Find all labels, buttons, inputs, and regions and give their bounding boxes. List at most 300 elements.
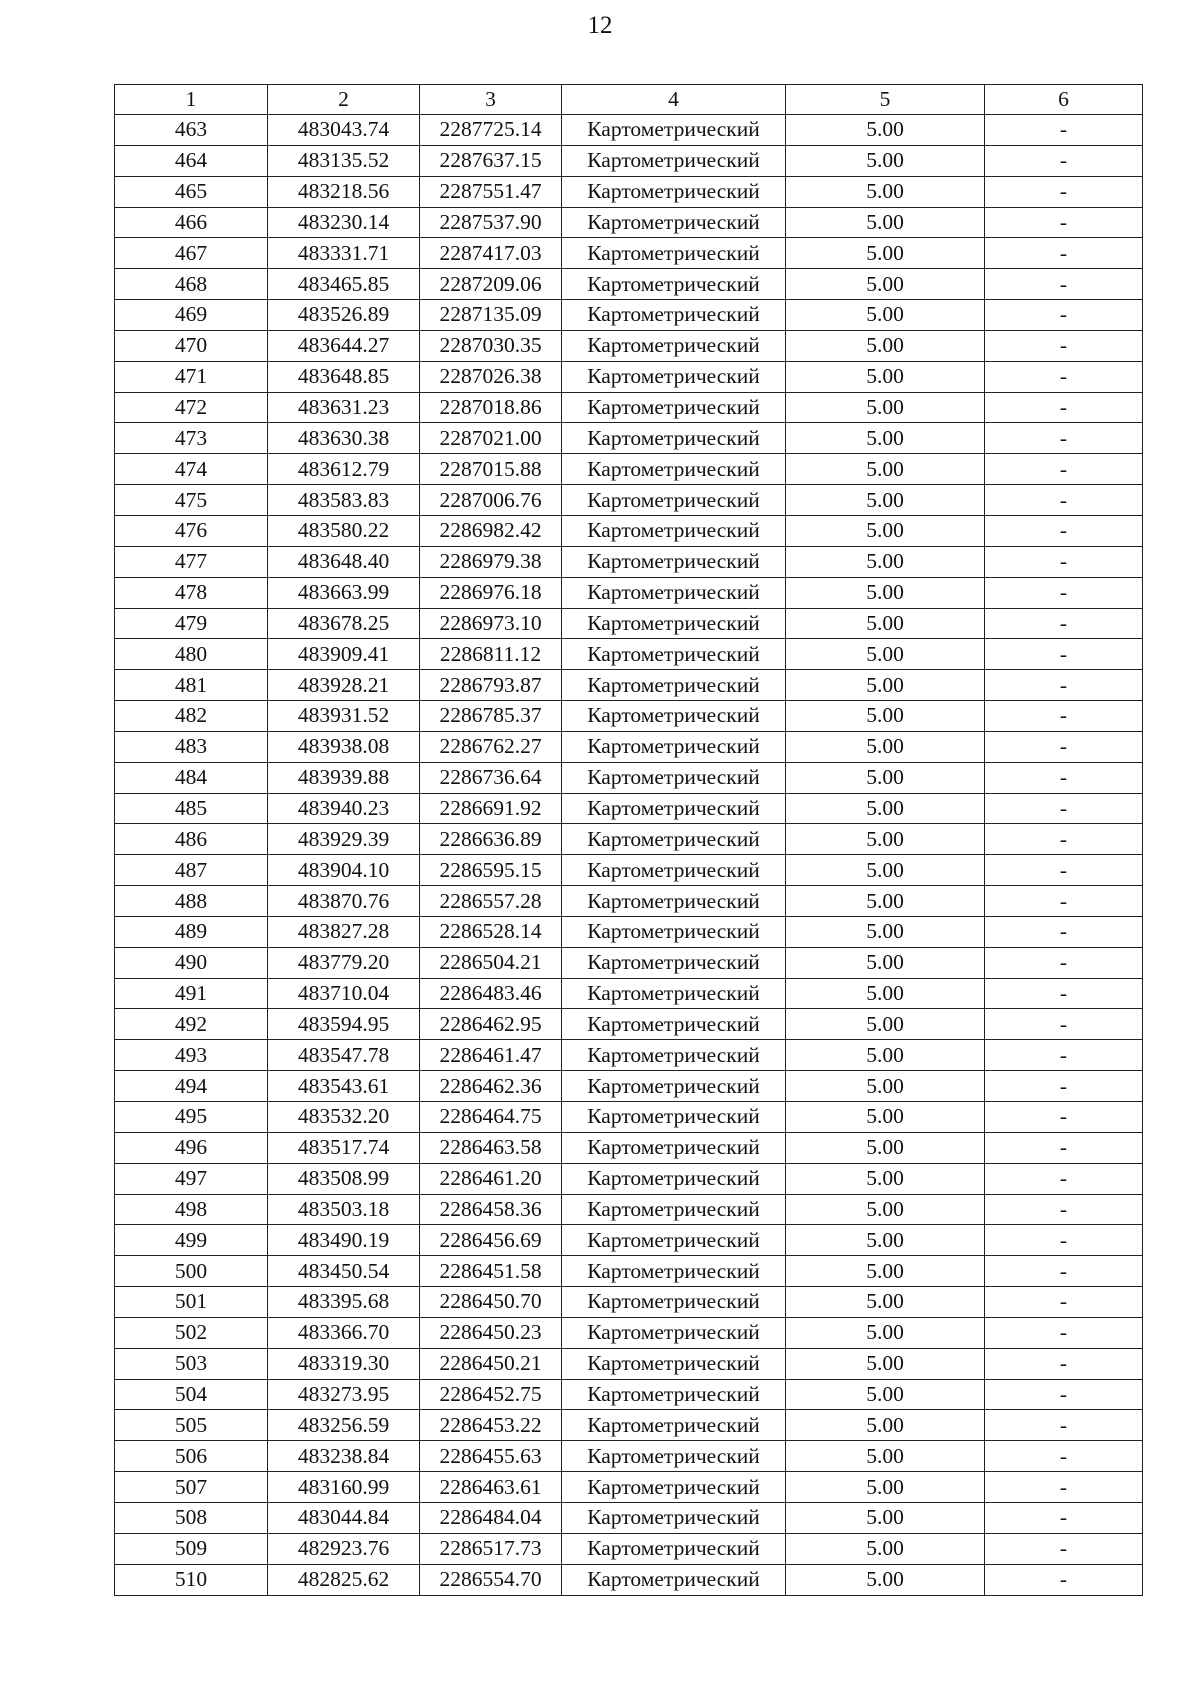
table-row [115, 1410, 1143, 1441]
accuracy-cell: 5.00 [786, 1071, 985, 1102]
accuracy-cell: 5.00 [786, 145, 985, 176]
note-cell: - [985, 546, 1143, 577]
point-number-cell: 476 [115, 515, 268, 546]
note-cell: - [985, 1472, 1143, 1503]
point-number-cell: 467 [115, 238, 268, 269]
note-cell: - [985, 207, 1143, 238]
table-row [115, 330, 1143, 361]
y-coordinate-cell: 2286595.15 [420, 855, 562, 886]
x-coordinate-cell: 483395.68 [268, 1287, 420, 1318]
column-header: 3 [420, 85, 562, 115]
y-coordinate-cell: 2287637.15 [420, 145, 562, 176]
x-coordinate-cell: 483940.23 [268, 793, 420, 824]
table-row [115, 608, 1143, 639]
y-coordinate-cell: 2287725.14 [420, 115, 562, 146]
note-cell: - [985, 485, 1143, 516]
x-coordinate-cell: 483547.78 [268, 1040, 420, 1071]
x-coordinate-cell: 483594.95 [268, 1009, 420, 1040]
y-coordinate-cell: 2286462.95 [420, 1009, 562, 1040]
column-header: 2 [268, 85, 420, 115]
point-number-cell: 479 [115, 608, 268, 639]
method-cell: Картометрический [562, 1564, 786, 1595]
y-coordinate-cell: 2286461.47 [420, 1040, 562, 1071]
point-number-cell: 489 [115, 916, 268, 947]
note-cell: - [985, 330, 1143, 361]
accuracy-cell: 5.00 [786, 1287, 985, 1318]
method-cell: Картометрический [562, 855, 786, 886]
table-row [115, 1533, 1143, 1564]
method-cell: Картометрический [562, 300, 786, 331]
accuracy-cell: 5.00 [786, 978, 985, 1009]
method-cell: Картометрический [562, 454, 786, 485]
table-row [115, 1071, 1143, 1102]
note-cell: - [985, 1132, 1143, 1163]
method-cell: Картометрический [562, 793, 786, 824]
table-row [115, 762, 1143, 793]
y-coordinate-cell: 2287209.06 [420, 269, 562, 300]
note-cell: - [985, 916, 1143, 947]
point-number-cell: 477 [115, 546, 268, 577]
method-cell: Картометрический [562, 916, 786, 947]
table-row [115, 793, 1143, 824]
y-coordinate-cell: 2286517.73 [420, 1533, 562, 1564]
table-row [115, 423, 1143, 454]
note-cell: - [985, 145, 1143, 176]
y-coordinate-cell: 2286636.89 [420, 824, 562, 855]
x-coordinate-cell: 483135.52 [268, 145, 420, 176]
method-cell: Картометрический [562, 1225, 786, 1256]
y-coordinate-cell: 2286762.27 [420, 731, 562, 762]
y-coordinate-cell: 2286451.58 [420, 1256, 562, 1287]
y-coordinate-cell: 2286455.63 [420, 1441, 562, 1472]
y-coordinate-cell: 2286484.04 [420, 1502, 562, 1533]
accuracy-cell: 5.00 [786, 1194, 985, 1225]
note-cell: - [985, 1502, 1143, 1533]
table-row [115, 546, 1143, 577]
point-number-cell: 510 [115, 1564, 268, 1595]
y-coordinate-cell: 2286504.21 [420, 947, 562, 978]
accuracy-cell: 5.00 [786, 1410, 985, 1441]
y-coordinate-cell: 2286458.36 [420, 1194, 562, 1225]
point-number-cell: 505 [115, 1410, 268, 1441]
y-coordinate-cell: 2287026.38 [420, 361, 562, 392]
column-header: 5 [786, 85, 985, 115]
y-coordinate-cell: 2286973.10 [420, 608, 562, 639]
y-coordinate-cell: 2287015.88 [420, 454, 562, 485]
point-number-cell: 475 [115, 485, 268, 516]
point-number-cell: 509 [115, 1533, 268, 1564]
x-coordinate-cell: 483631.23 [268, 392, 420, 423]
point-number-cell: 465 [115, 176, 268, 207]
y-coordinate-cell: 2286463.58 [420, 1132, 562, 1163]
x-coordinate-cell: 483366.70 [268, 1317, 420, 1348]
method-cell: Картометрический [562, 762, 786, 793]
x-coordinate-cell: 483663.99 [268, 577, 420, 608]
note-cell: - [985, 1040, 1143, 1071]
y-coordinate-cell: 2287021.00 [420, 423, 562, 454]
point-number-cell: 478 [115, 577, 268, 608]
note-cell: - [985, 1071, 1143, 1102]
note-cell: - [985, 608, 1143, 639]
table-row [115, 1256, 1143, 1287]
note-cell: - [985, 793, 1143, 824]
accuracy-cell: 5.00 [786, 793, 985, 824]
x-coordinate-cell: 483218.56 [268, 176, 420, 207]
note-cell: - [985, 392, 1143, 423]
table-row [115, 1040, 1143, 1071]
note-cell: - [985, 176, 1143, 207]
table-row [115, 207, 1143, 238]
method-cell: Картометрический [562, 670, 786, 701]
accuracy-cell: 5.00 [786, 1040, 985, 1071]
y-coordinate-cell: 2286793.87 [420, 670, 562, 701]
note-cell: - [985, 762, 1143, 793]
x-coordinate-cell: 483256.59 [268, 1410, 420, 1441]
note-cell: - [985, 731, 1143, 762]
column-header: 4 [562, 85, 786, 115]
y-coordinate-cell: 2286463.61 [420, 1472, 562, 1503]
method-cell: Картометрический [562, 1132, 786, 1163]
point-number-cell: 501 [115, 1287, 268, 1318]
accuracy-cell: 5.00 [786, 1348, 985, 1379]
method-cell: Картометрический [562, 1379, 786, 1410]
point-number-cell: 469 [115, 300, 268, 331]
accuracy-cell: 5.00 [786, 300, 985, 331]
table-row [115, 1379, 1143, 1410]
table-row [115, 176, 1143, 207]
point-number-cell: 484 [115, 762, 268, 793]
point-number-cell: 466 [115, 207, 268, 238]
x-coordinate-cell: 483044.84 [268, 1502, 420, 1533]
method-cell: Картометрический [562, 731, 786, 762]
note-cell: - [985, 1317, 1143, 1348]
point-number-cell: 497 [115, 1163, 268, 1194]
accuracy-cell: 5.00 [786, 330, 985, 361]
accuracy-cell: 5.00 [786, 608, 985, 639]
x-coordinate-cell: 483160.99 [268, 1472, 420, 1503]
table-row [115, 1441, 1143, 1472]
method-cell: Картометрический [562, 207, 786, 238]
x-coordinate-cell: 483580.22 [268, 515, 420, 546]
x-coordinate-cell: 483450.54 [268, 1256, 420, 1287]
point-number-cell: 492 [115, 1009, 268, 1040]
table-row [115, 485, 1143, 516]
accuracy-cell: 5.00 [786, 947, 985, 978]
accuracy-cell: 5.00 [786, 546, 985, 577]
y-coordinate-cell: 2286979.38 [420, 546, 562, 577]
note-cell: - [985, 1441, 1143, 1472]
table-row [115, 1163, 1143, 1194]
x-coordinate-cell: 483043.74 [268, 115, 420, 146]
point-number-cell: 491 [115, 978, 268, 1009]
table-row [115, 1102, 1143, 1133]
method-cell: Картометрический [562, 546, 786, 577]
x-coordinate-cell: 483928.21 [268, 670, 420, 701]
method-cell: Картометрический [562, 269, 786, 300]
table-row [115, 1132, 1143, 1163]
point-number-cell: 483 [115, 731, 268, 762]
x-coordinate-cell: 483630.38 [268, 423, 420, 454]
table-row [115, 1194, 1143, 1225]
method-cell: Картометрический [562, 1317, 786, 1348]
table-row [115, 824, 1143, 855]
note-cell: - [985, 1410, 1143, 1441]
x-coordinate-cell: 483931.52 [268, 701, 420, 732]
method-cell: Картометрический [562, 947, 786, 978]
table-row [115, 1348, 1143, 1379]
point-number-cell: 471 [115, 361, 268, 392]
method-cell: Картометрический [562, 115, 786, 146]
accuracy-cell: 5.00 [786, 1225, 985, 1256]
table-row [115, 269, 1143, 300]
y-coordinate-cell: 2286691.92 [420, 793, 562, 824]
x-coordinate-cell: 483465.85 [268, 269, 420, 300]
y-coordinate-cell: 2287135.09 [420, 300, 562, 331]
accuracy-cell: 5.00 [786, 577, 985, 608]
accuracy-cell: 5.00 [786, 238, 985, 269]
note-cell: - [985, 423, 1143, 454]
accuracy-cell: 5.00 [786, 1317, 985, 1348]
note-cell: - [985, 1256, 1143, 1287]
method-cell: Картометрический [562, 1256, 786, 1287]
accuracy-cell: 5.00 [786, 1533, 985, 1564]
accuracy-cell: 5.00 [786, 454, 985, 485]
y-coordinate-cell: 2287018.86 [420, 392, 562, 423]
note-cell: - [985, 1564, 1143, 1595]
point-number-cell: 481 [115, 670, 268, 701]
method-cell: Картометрический [562, 886, 786, 917]
note-cell: - [985, 639, 1143, 670]
table-row [115, 454, 1143, 485]
accuracy-cell: 5.00 [786, 1441, 985, 1472]
accuracy-cell: 5.00 [786, 269, 985, 300]
point-number-cell: 488 [115, 886, 268, 917]
note-cell: - [985, 1194, 1143, 1225]
x-coordinate-cell: 483870.76 [268, 886, 420, 917]
accuracy-cell: 5.00 [786, 392, 985, 423]
method-cell: Картометрический [562, 1040, 786, 1071]
accuracy-cell: 5.00 [786, 886, 985, 917]
y-coordinate-cell: 2286483.46 [420, 978, 562, 1009]
accuracy-cell: 5.00 [786, 423, 985, 454]
method-cell: Картометрический [562, 392, 786, 423]
point-number-cell: 507 [115, 1472, 268, 1503]
note-cell: - [985, 1009, 1143, 1040]
table-row [115, 577, 1143, 608]
point-number-cell: 493 [115, 1040, 268, 1071]
accuracy-cell: 5.00 [786, 361, 985, 392]
point-number-cell: 464 [115, 145, 268, 176]
x-coordinate-cell: 483508.99 [268, 1163, 420, 1194]
page-number: 12 [587, 12, 613, 39]
x-coordinate-cell: 483273.95 [268, 1379, 420, 1410]
method-cell: Картометрический [562, 1009, 786, 1040]
x-coordinate-cell: 483503.18 [268, 1194, 420, 1225]
note-cell: - [985, 978, 1143, 1009]
note-cell: - [985, 1379, 1143, 1410]
method-cell: Картометрический [562, 145, 786, 176]
x-coordinate-cell: 483938.08 [268, 731, 420, 762]
x-coordinate-cell: 482825.62 [268, 1564, 420, 1595]
method-cell: Картометрический [562, 1194, 786, 1225]
note-cell: - [985, 701, 1143, 732]
note-cell: - [985, 886, 1143, 917]
table-row [115, 731, 1143, 762]
accuracy-cell: 5.00 [786, 1256, 985, 1287]
table-row [115, 978, 1143, 1009]
point-number-cell: 502 [115, 1317, 268, 1348]
point-number-cell: 506 [115, 1441, 268, 1472]
x-coordinate-cell: 483644.27 [268, 330, 420, 361]
y-coordinate-cell: 2286736.64 [420, 762, 562, 793]
note-cell: - [985, 454, 1143, 485]
point-number-cell: 503 [115, 1348, 268, 1379]
y-coordinate-cell: 2287417.03 [420, 238, 562, 269]
x-coordinate-cell: 483904.10 [268, 855, 420, 886]
table-row [115, 1472, 1143, 1503]
y-coordinate-cell: 2286453.22 [420, 1410, 562, 1441]
method-cell: Картометрический [562, 1472, 786, 1503]
accuracy-cell: 5.00 [786, 1502, 985, 1533]
method-cell: Картометрический [562, 1348, 786, 1379]
accuracy-cell: 5.00 [786, 731, 985, 762]
table-row [115, 115, 1143, 146]
method-cell: Картометрический [562, 1287, 786, 1318]
x-coordinate-cell: 483583.83 [268, 485, 420, 516]
coordinates-table [114, 84, 1143, 1596]
point-number-cell: 500 [115, 1256, 268, 1287]
y-coordinate-cell: 2286976.18 [420, 577, 562, 608]
note-cell: - [985, 269, 1143, 300]
point-number-cell: 496 [115, 1132, 268, 1163]
method-cell: Картометрический [562, 1533, 786, 1564]
note-cell: - [985, 515, 1143, 546]
table-row [115, 639, 1143, 670]
point-number-cell: 508 [115, 1502, 268, 1533]
method-cell: Картометрический [562, 1502, 786, 1533]
x-coordinate-cell: 483648.40 [268, 546, 420, 577]
point-number-cell: 486 [115, 824, 268, 855]
x-coordinate-cell: 483612.79 [268, 454, 420, 485]
point-number-cell: 490 [115, 947, 268, 978]
method-cell: Картометрический [562, 577, 786, 608]
point-number-cell: 495 [115, 1102, 268, 1133]
y-coordinate-cell: 2286450.23 [420, 1317, 562, 1348]
y-coordinate-cell: 2286464.75 [420, 1102, 562, 1133]
y-coordinate-cell: 2286462.36 [420, 1071, 562, 1102]
method-cell: Картометрический [562, 1071, 786, 1102]
note-cell: - [985, 1225, 1143, 1256]
point-number-cell: 474 [115, 454, 268, 485]
y-coordinate-cell: 2286452.75 [420, 1379, 562, 1410]
method-cell: Картометрический [562, 1441, 786, 1472]
x-coordinate-cell: 483517.74 [268, 1132, 420, 1163]
y-coordinate-cell: 2286785.37 [420, 701, 562, 732]
point-number-cell: 487 [115, 855, 268, 886]
table-row [115, 238, 1143, 269]
point-number-cell: 480 [115, 639, 268, 670]
x-coordinate-cell: 483319.30 [268, 1348, 420, 1379]
x-coordinate-cell: 483909.41 [268, 639, 420, 670]
point-number-cell: 463 [115, 115, 268, 146]
note-cell: - [985, 855, 1143, 886]
method-cell: Картометрический [562, 423, 786, 454]
x-coordinate-cell: 483710.04 [268, 978, 420, 1009]
y-coordinate-cell: 2286554.70 [420, 1564, 562, 1595]
x-coordinate-cell: 483230.14 [268, 207, 420, 238]
point-number-cell: 498 [115, 1194, 268, 1225]
note-cell: - [985, 238, 1143, 269]
x-coordinate-cell: 483779.20 [268, 947, 420, 978]
table-row [115, 1287, 1143, 1318]
method-cell: Картометрический [562, 1163, 786, 1194]
table-row [115, 916, 1143, 947]
x-coordinate-cell: 483939.88 [268, 762, 420, 793]
accuracy-cell: 5.00 [786, 207, 985, 238]
y-coordinate-cell: 2286456.69 [420, 1225, 562, 1256]
table-row [115, 1502, 1143, 1533]
table-row [115, 670, 1143, 701]
y-coordinate-cell: 2287006.76 [420, 485, 562, 516]
point-number-cell: 494 [115, 1071, 268, 1102]
table-row [115, 515, 1143, 546]
method-cell: Картометрический [562, 330, 786, 361]
y-coordinate-cell: 2286557.28 [420, 886, 562, 917]
y-coordinate-cell: 2287551.47 [420, 176, 562, 207]
table-row [115, 855, 1143, 886]
note-cell: - [985, 577, 1143, 608]
method-cell: Картометрический [562, 978, 786, 1009]
accuracy-cell: 5.00 [786, 115, 985, 146]
point-number-cell: 470 [115, 330, 268, 361]
table-row [115, 1009, 1143, 1040]
table-row [115, 392, 1143, 423]
method-cell: Картометрический [562, 1102, 786, 1133]
x-coordinate-cell: 483827.28 [268, 916, 420, 947]
accuracy-cell: 5.00 [786, 916, 985, 947]
method-cell: Картометрический [562, 176, 786, 207]
table-body [115, 115, 1143, 1596]
y-coordinate-cell: 2286461.20 [420, 1163, 562, 1194]
accuracy-cell: 5.00 [786, 701, 985, 732]
table-row [115, 1225, 1143, 1256]
point-number-cell: 499 [115, 1225, 268, 1256]
method-cell: Картометрический [562, 485, 786, 516]
x-coordinate-cell: 483490.19 [268, 1225, 420, 1256]
accuracy-cell: 5.00 [786, 1163, 985, 1194]
accuracy-cell: 5.00 [786, 1102, 985, 1133]
note-cell: - [985, 361, 1143, 392]
accuracy-cell: 5.00 [786, 1472, 985, 1503]
table-row [115, 886, 1143, 917]
note-cell: - [985, 1287, 1143, 1318]
note-cell: - [985, 1163, 1143, 1194]
y-coordinate-cell: 2287030.35 [420, 330, 562, 361]
table-row [115, 701, 1143, 732]
point-number-cell: 468 [115, 269, 268, 300]
x-coordinate-cell: 483543.61 [268, 1071, 420, 1102]
point-number-cell: 504 [115, 1379, 268, 1410]
accuracy-cell: 5.00 [786, 824, 985, 855]
x-coordinate-cell: 483238.84 [268, 1441, 420, 1472]
y-coordinate-cell: 2286811.12 [420, 639, 562, 670]
x-coordinate-cell: 483648.85 [268, 361, 420, 392]
accuracy-cell: 5.00 [786, 762, 985, 793]
y-coordinate-cell: 2286528.14 [420, 916, 562, 947]
method-cell: Картометрический [562, 608, 786, 639]
y-coordinate-cell: 2286450.21 [420, 1348, 562, 1379]
note-cell: - [985, 670, 1143, 701]
